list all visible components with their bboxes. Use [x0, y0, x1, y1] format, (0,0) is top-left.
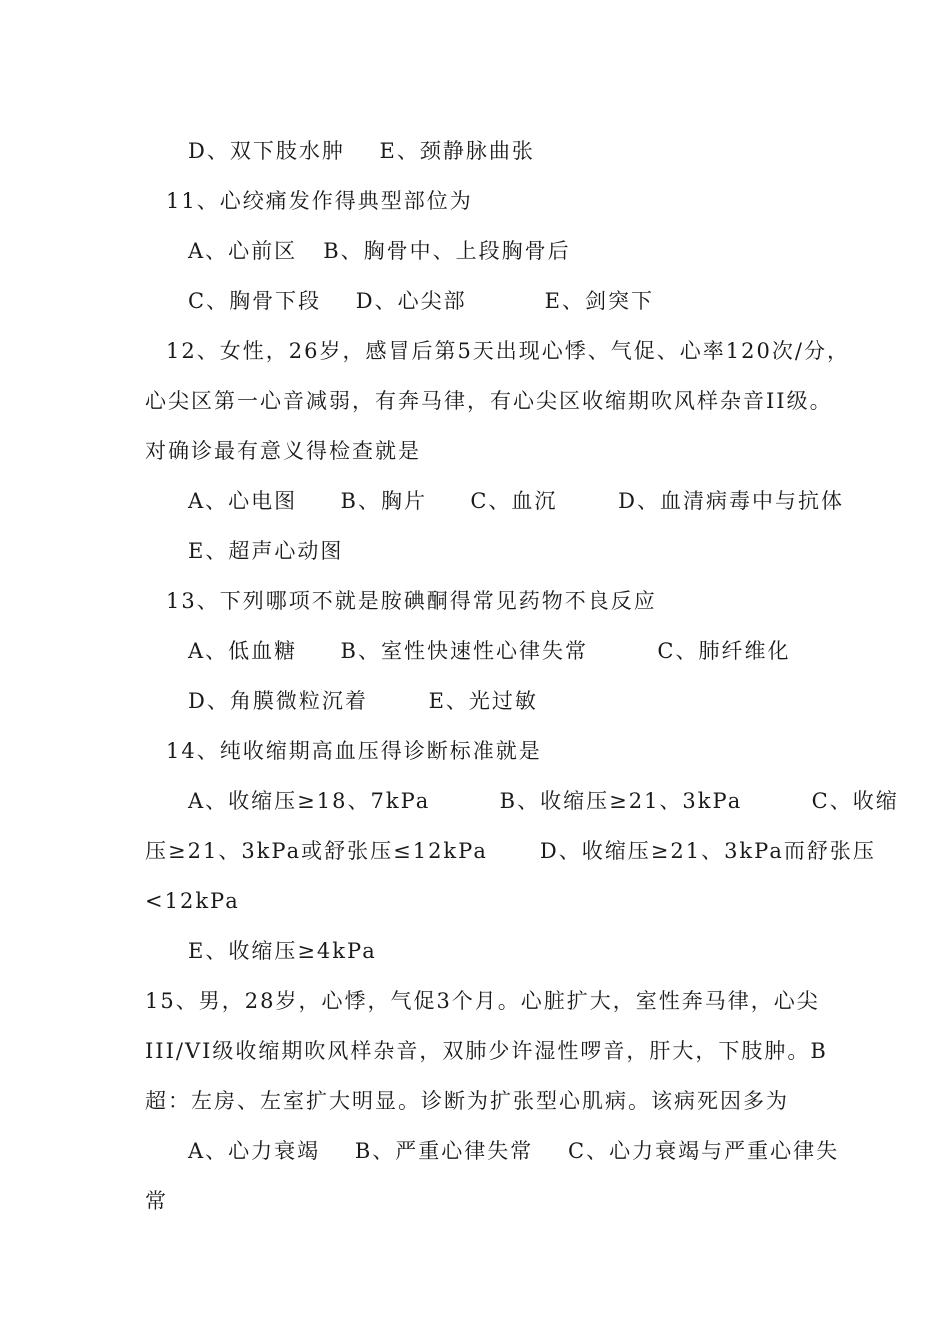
- q13-stem: 13、下列哪项不就是胺碘酮得常见药物不良反应: [166, 589, 657, 613]
- q15-stem-line1: 15、男，28岁，心悸，气促3个月。心脏扩大，室性奔马律，心尖: [145, 989, 820, 1013]
- q12-option-e: E、超声心动图: [188, 539, 344, 563]
- q12-stem-line3: 对确诊最有意义得检查就是: [145, 439, 421, 463]
- q15-options-line2: 常: [145, 1189, 168, 1213]
- q11-options-c-e: C、胸骨下段 D、心尖部 E、剑突下: [188, 289, 655, 313]
- q15-stem-line3: 超：左房、左室扩大明显。诊断为扩张型心肌病。该病死因多为: [145, 1089, 789, 1113]
- q12-stem-line1: 12、女性，26岁，感冒后第5天出现心悸、气促、心率120次/分，: [166, 339, 850, 363]
- q11-options-a-b: A、心前区 B、胸骨中、上段胸骨后: [188, 239, 571, 263]
- q13-options-a-c: A、低血糖 B、室性快速性心律失常 C、肺纤维化: [188, 639, 791, 663]
- q15-stem-line2: III/VI级收缩期吹风样杂音，双肺少许湿性啰音，肝大，下肢肿。B: [145, 1039, 828, 1063]
- q11-stem: 11、心绞痛发作得典型部位为: [166, 189, 473, 213]
- q15-options-line1: A、心力衰竭 B、严重心律失常 C、心力衰竭与严重心律失: [188, 1139, 840, 1163]
- q14-options-line2: 压≥21、3kPa或舒张压≤12kPa D、收缩压≥21、3kPa而舒张压: [145, 839, 876, 863]
- q10-options-d-e: D、双下肢水肿 E、颈静脉曲张: [188, 139, 535, 163]
- q14-option-e: E、收缩压≥4kPa: [188, 939, 377, 963]
- q13-options-d-e: D、角膜微粒沉着 E、光过敏: [188, 689, 538, 713]
- q14-options-line1: A、收缩压≥18、7kPa B、收缩压≥21、3kPa C、收缩: [188, 789, 899, 813]
- q12-options-a-d: A、心电图 B、胸片 C、血沉 D、血清病毒中与抗体: [188, 489, 844, 513]
- q12-stem-line2: 心尖区第一心音减弱，有奔马律，有心尖区收缩期吹风样杂音II级。: [145, 389, 833, 413]
- q14-stem: 14、纯收缩期高血压得诊断标准就是: [166, 739, 542, 763]
- q14-options-line3: <12kPa: [145, 889, 240, 913]
